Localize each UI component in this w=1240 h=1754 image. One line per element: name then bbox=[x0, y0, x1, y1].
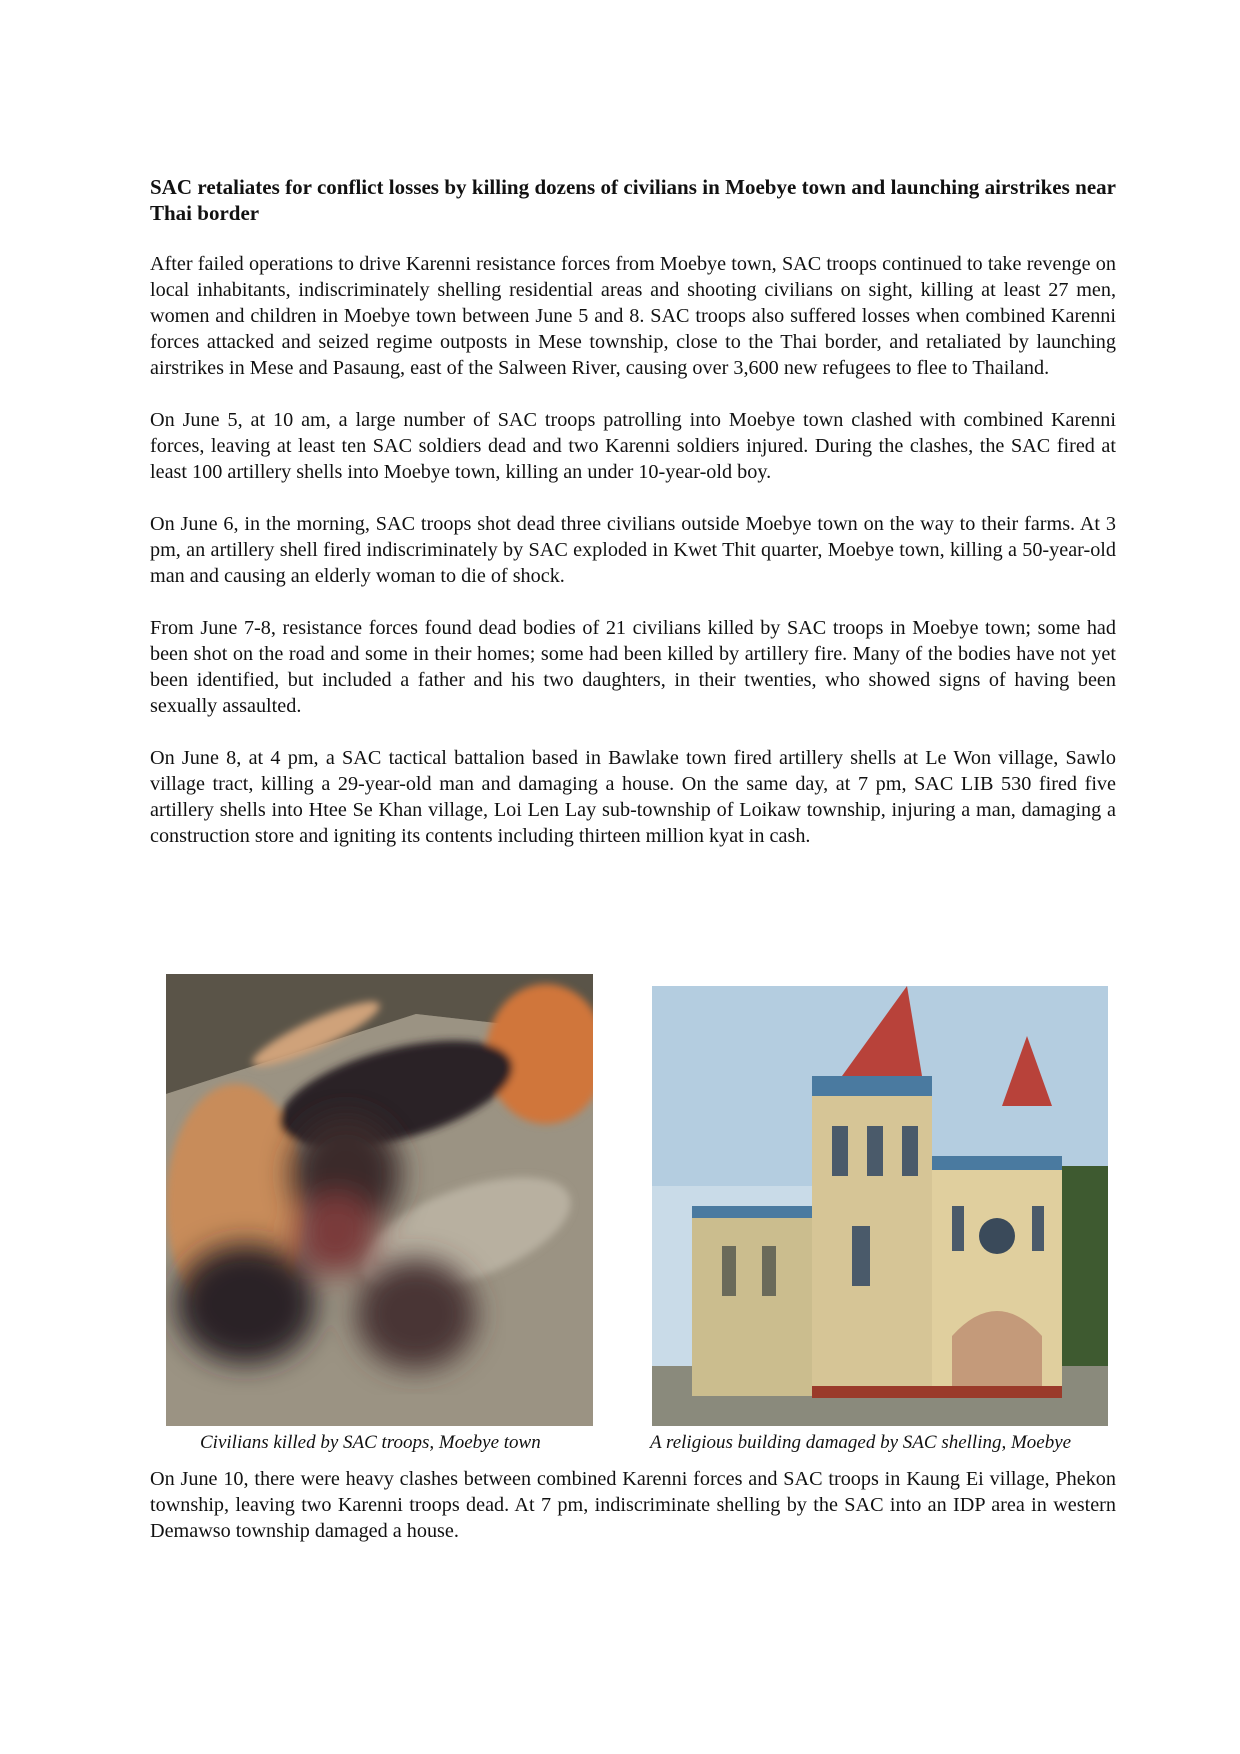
civilians-photo bbox=[166, 974, 593, 1426]
paragraph-june-5: On June 5, at 10 am, a large number of SAC troops patrolling into Moebye town clashed with combined Karenni forces, leaving at least ten SAC soldiers dead and two Karenni soldiers injured. During the clashes, the SAC fired at least 100 artillery shells into Moebye town, killing an under 10-year-old boy. bbox=[150, 409, 1116, 483]
paragraph-june-10: On June 10, there were heavy clashes between combined Karenni forces and SAC troops in Kaung Ei village, Phekon township, leaving two Karenni troops dead. At 7 pm, indiscriminate shelling by the SAC into an IDP area in western Demawso township damaged a house. bbox=[150, 1468, 1116, 1542]
paragraph-june-7-8: From June 7-8, resistance forces found dead bodies of 21 civilians killed by SAC troops in Moebye town; some had been shot on the road and some in their homes; some had been killed by artillery fire. Many of the bodies have not yet been identified, but included a father and his two daughters, in their twenties, who showed signs of having been sexually assaulted. bbox=[150, 617, 1116, 717]
paragraph-june-6: On June 6, in the morning, SAC troops shot dead three civilians outside Moebye town on the way to their farms. At 3 pm, an artillery shell fired indiscriminately by SAC exploded in Kwet Thit quarter, Moebye town, killing a 50-year-old man and causing an elderly woman to die of shock. bbox=[150, 513, 1116, 587]
photo-row bbox=[150, 974, 1116, 1453]
document-page bbox=[150, 174, 1116, 1542]
article-headline: SAC retaliates for conflict losses by killing dozens of civilians in Moebye town and launching airstrikes near Thai border bbox=[150, 175, 1116, 225]
photo-caption-civilians: Civilians killed by SAC troops, Moebye town bbox=[200, 1432, 541, 1453]
photo-caption-church: A religious building damaged by SAC shelling, Moebye bbox=[650, 1432, 1072, 1453]
paragraph-intro: After failed operations to drive Karenni resistance forces from Moebye town, SAC troops continued to take revenge on local inhabitants, indiscriminately shelling residential areas and shooting civilians on sight, killing at least 27 men, women and children in Moebye town between June 5 and 8. SAC troops also suffered losses when combined Karenni forces attacked and seized regime outposts in Mese township, close to the Thai border, and retaliated by launching airstrikes in Mese and Pasaung, east of the Salween River, causing over 3,600 new refugees to flee to Thailand. bbox=[150, 253, 1116, 379]
paragraph-june-8: On June 8, at 4 pm, a SAC tactical battalion based in Bawlake town fired artillery shells at Le Won village, Sawlo village tract, killing a 29-year-old man and damaging a house. On the same day, at 7 pm, SAC LIB 530 fired five artillery shells into Htee Se Khan village, Loi Len Lay sub-township of Loikaw township, injuring a man, damaging a construction store and igniting its contents including thirteen million kyat in cash. bbox=[150, 747, 1116, 847]
church-photo bbox=[652, 986, 1108, 1426]
